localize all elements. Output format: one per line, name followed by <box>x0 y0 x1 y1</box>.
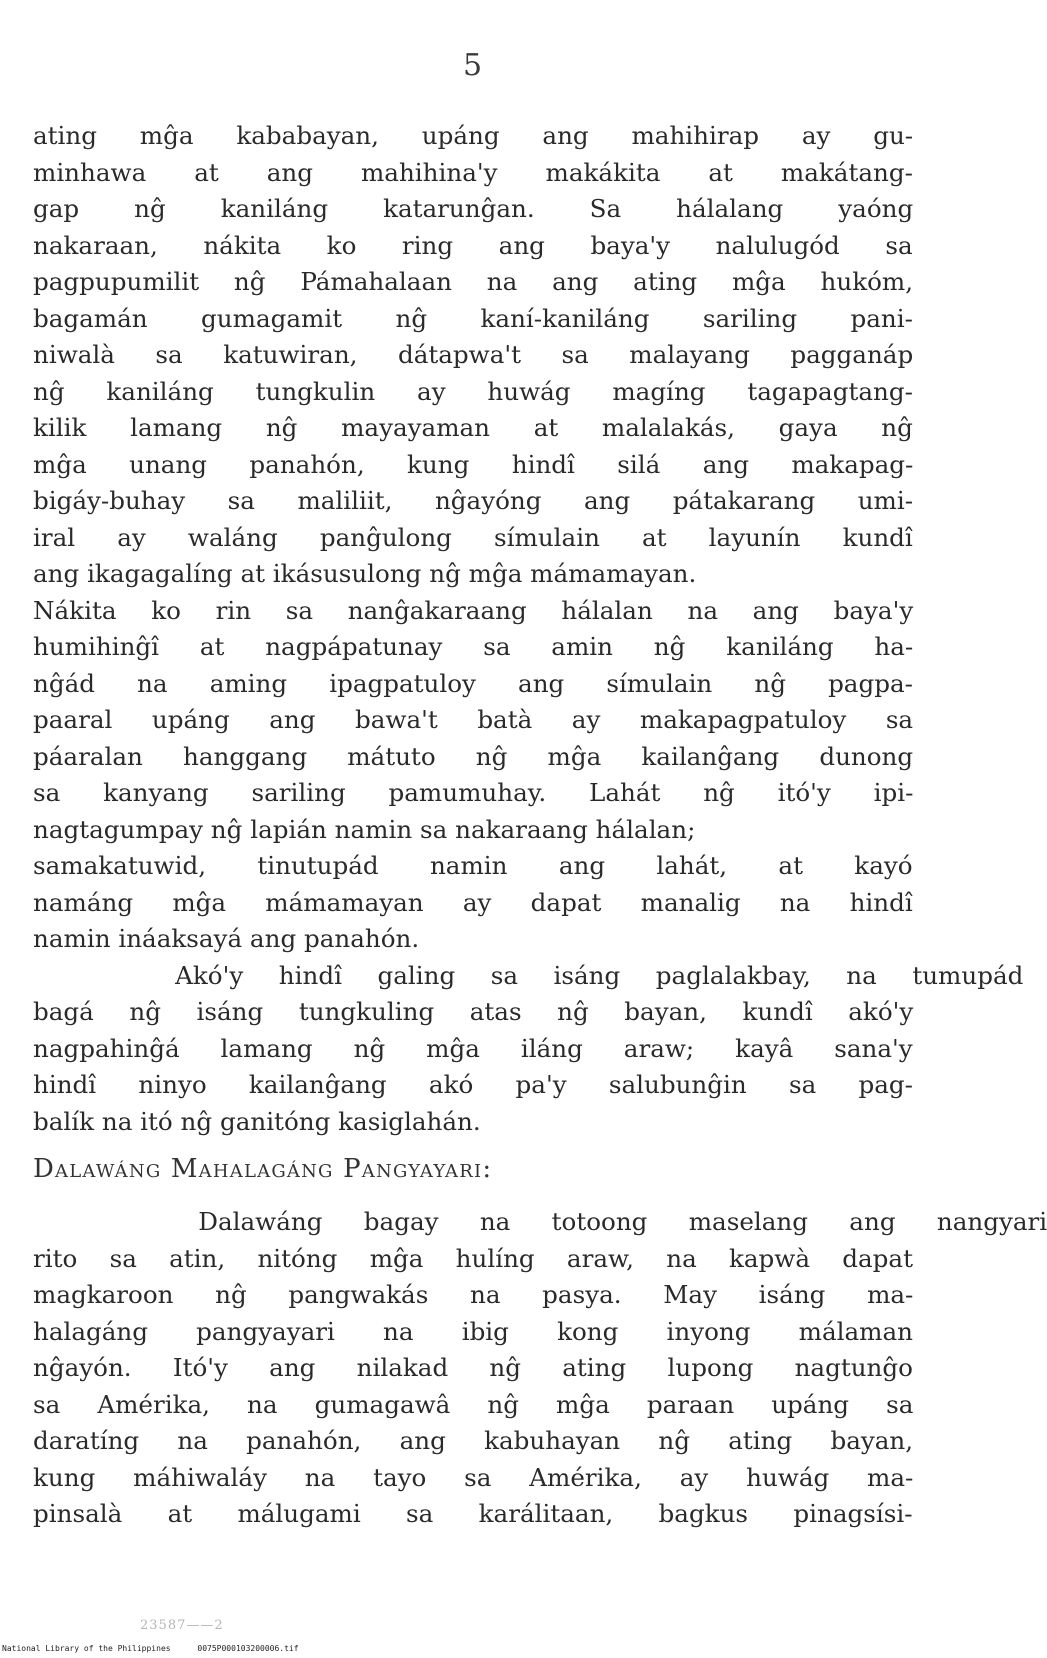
text-line: daratíng na panahón, ang kabuhayan nĝ ating bayan, <box>33 1426 914 1455</box>
text-line: magkaroon nĝ pangwakás na pasya. May isáng ma- <box>33 1280 914 1309</box>
text-line: samakatuwid, tinutupád namin ang lahát, at kayó <box>33 851 913 880</box>
paragraph-3 <box>33 1204 1047 1533</box>
text-line: halagáng pangyayari na ibig kong inyong málaman <box>33 1316 913 1346</box>
text-line: bagá nĝ isáng tungkuling atas nĝ bayan, kundî akó'y <box>33 997 914 1026</box>
text-line: mĝa unang panahón, kung hindî silá ang makapag- <box>33 449 914 479</box>
printer-mark: 23587——2 <box>140 1618 224 1633</box>
text-line: bagamán gumagamit nĝ kaní-kaniláng sariling pani- <box>33 303 913 333</box>
text-line: nagtagumpay nĝ lapián namin sa nakaraang hálalan; <box>33 814 696 844</box>
text-line: paaral upáng ang bawa't batà ay makapagpatuloy sa <box>33 705 914 734</box>
text-line: rito sa atin, nitóng mĝa hulíng araw, na kapwà dapat <box>33 1243 913 1273</box>
paragraph-1 <box>33 118 1024 1140</box>
text-line: nĝ kaniláng tungkulin ay huwág magíng tagapagtang- <box>33 376 913 406</box>
text-line: Akó'y hindî galing sa isáng paglalakbay, na tumupád <box>33 960 1024 990</box>
text-line: pinsalà at málugami sa karálitaan, bagkus pinagsísi- <box>33 1499 913 1528</box>
text-line: ang ikagagalíng at ikásusulong nĝ mĝa mámamayan. <box>33 559 697 588</box>
text-line: bigáy-buhay sa maliliit, nĝayóng ang pátakarang umi- <box>33 486 914 515</box>
text-line: balík na itó nĝ ganitóng kasiglahán. <box>33 1106 481 1136</box>
text-line: gap nĝ kaniláng katarunĝan. Sa hálalang yaóng <box>33 194 914 223</box>
text-line: nĝád na aming ipagpatuloy ang símulain nĝ pagpa- <box>33 668 913 698</box>
text-line: ating mĝa kababayan, upáng ang mahihirap ay gu- <box>33 121 914 150</box>
text-line: kilik lamang nĝ mayayaman at malalakás, gaya nĝ <box>33 413 913 442</box>
text-line: hindî ninyo kailanĝang akó pa'y salubunĝin sa pag- <box>33 1070 913 1099</box>
text-line: niwalà sa katuwiran, dátapwa't sa malayang pagganáp <box>33 340 914 369</box>
text-line: nagpahinĝá lamang nĝ mĝa iláng araw; kayâ sana'y <box>33 1033 913 1063</box>
text-line: nakaraan, nákita ko ring ang baya'y nalulugód sa <box>33 230 913 260</box>
text-line: kung máhiwaláy na tayo sa Amérika, ay huwág ma- <box>33 1462 914 1492</box>
text-line: Dalawáng bagay na totoong maselang ang nangyari <box>33 1207 1047 1236</box>
text-line: humihinĝî at nagpápatunay sa amin nĝ kaniláng ha- <box>33 632 914 661</box>
text-line: sa Amérika, na gumagawâ nĝ mĝa paraan upáng sa <box>33 1389 914 1419</box>
scan-footer <box>2 1644 299 1653</box>
text-line: iral ay waláng panĝulong símulain at layunín kundî <box>33 522 913 552</box>
text-line: pagpupumilit nĝ Pámahalaan na ang ating mĝa hukóm, <box>33 267 914 296</box>
scan-footer-filename: 0075P000103200006.tif <box>197 1644 299 1653</box>
text-line: sa kanyang sariling pamumuhay. Lahát nĝ itó'y ipi- <box>33 778 914 807</box>
section-heading: Dalawáng Mahalagáng Pangyayari: <box>33 1154 493 1184</box>
scan-footer-institution: National Library of the Philippines <box>2 1644 171 1653</box>
text-line: nĝayón. Itó'y ang nilakad nĝ ating lupong nagtunĝo <box>33 1353 913 1382</box>
text-line: páaralan hanggang mátuto nĝ mĝa kailanĝang dunong <box>33 741 914 771</box>
text-line: namáng mĝa mámamayan ay dapat manalig na hindî <box>33 887 913 917</box>
text-line: Nákita ko rin sa nanĝakaraang hálalan na ang baya'y <box>33 595 914 625</box>
page-number: 5 <box>462 48 483 83</box>
text-line: minhawa at ang mahihina'y makákita at makátang- <box>33 157 913 187</box>
text-line: namin ináaksayá ang panahón. <box>33 924 420 953</box>
